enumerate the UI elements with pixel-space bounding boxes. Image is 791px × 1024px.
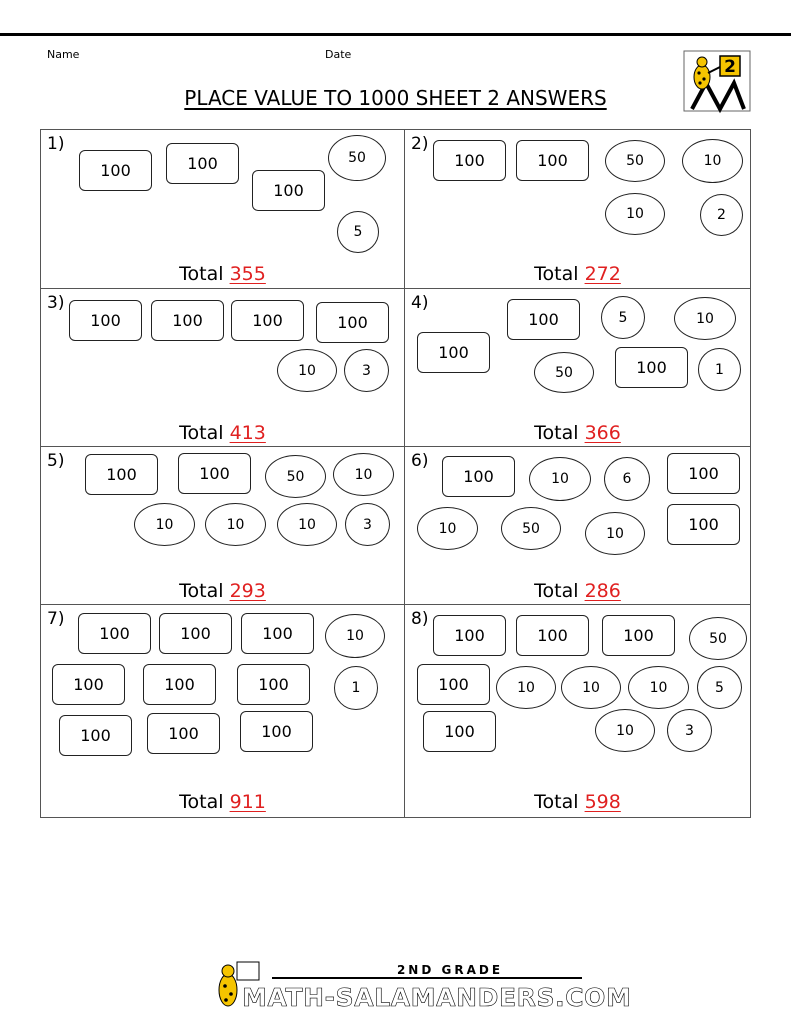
value-coin: 5 bbox=[601, 296, 645, 339]
value-coin: 10 bbox=[682, 139, 743, 183]
value-coin: 10 bbox=[417, 507, 478, 550]
problem-number: 2) bbox=[411, 134, 429, 154]
value-coin: 10 bbox=[561, 666, 621, 709]
hundred-block: 100 bbox=[159, 613, 232, 654]
total-label: Total bbox=[179, 422, 224, 444]
hundred-block: 100 bbox=[166, 143, 239, 184]
hundred-block: 100 bbox=[147, 713, 220, 754]
hundred-block: 100 bbox=[69, 300, 142, 341]
value-coin: 50 bbox=[501, 507, 561, 550]
problem-number: 8) bbox=[411, 609, 429, 629]
hundred-block: 100 bbox=[442, 456, 515, 497]
total-line bbox=[405, 422, 750, 444]
hundred-block: 100 bbox=[667, 504, 740, 545]
hundred-block: 100 bbox=[143, 664, 216, 705]
value-coin: 50 bbox=[605, 140, 665, 182]
problem-cell bbox=[405, 447, 750, 605]
grade-badge: 2 bbox=[724, 57, 736, 77]
problem-cell bbox=[41, 130, 405, 289]
total-line bbox=[41, 791, 404, 813]
problem-cell bbox=[41, 447, 405, 605]
problem-grid bbox=[40, 129, 751, 818]
footer-site-text: MATH-SALAMANDERS.COM bbox=[242, 983, 632, 1012]
problem-cell bbox=[405, 605, 750, 817]
problem-number: 1) bbox=[47, 134, 65, 154]
value-coin: 50 bbox=[689, 617, 747, 660]
total-line bbox=[405, 263, 750, 285]
hundred-block: 100 bbox=[433, 615, 506, 656]
hundred-block: 100 bbox=[433, 140, 506, 181]
hundred-block: 100 bbox=[516, 615, 589, 656]
problem-number: 4) bbox=[411, 293, 429, 313]
total-answer: 272 bbox=[584, 263, 621, 285]
total-line bbox=[41, 580, 404, 602]
total-answer: 598 bbox=[584, 791, 621, 813]
value-coin: 10 bbox=[277, 503, 337, 546]
value-coin: 1 bbox=[698, 348, 741, 391]
value-coin: 6 bbox=[604, 457, 650, 501]
total-line bbox=[41, 263, 404, 285]
date-label: Date bbox=[325, 48, 352, 61]
hundred-block: 100 bbox=[240, 711, 313, 752]
value-coin: 3 bbox=[344, 349, 389, 392]
hundred-block: 100 bbox=[85, 454, 158, 495]
problem-number: 5) bbox=[47, 451, 65, 471]
value-coin: 10 bbox=[605, 193, 665, 235]
total-answer: 413 bbox=[229, 422, 266, 444]
hundred-block: 100 bbox=[417, 664, 490, 705]
value-coin: 10 bbox=[529, 457, 591, 501]
hundred-block: 100 bbox=[516, 140, 589, 181]
value-coin: 1 bbox=[334, 666, 378, 710]
hundred-block: 100 bbox=[417, 332, 490, 373]
hundred-block: 100 bbox=[231, 300, 304, 341]
problem-number: 6) bbox=[411, 451, 429, 471]
total-label: Total bbox=[179, 791, 224, 813]
value-coin: 3 bbox=[345, 503, 390, 546]
total-label: Total bbox=[179, 580, 224, 602]
problem-cell bbox=[41, 289, 405, 447]
value-coin: 50 bbox=[534, 352, 594, 393]
value-coin: 2 bbox=[700, 194, 743, 236]
value-coin: 10 bbox=[134, 503, 195, 546]
value-coin: 10 bbox=[674, 297, 736, 340]
total-line bbox=[405, 791, 750, 813]
value-coin: 10 bbox=[333, 453, 394, 496]
value-coin: 5 bbox=[697, 666, 742, 709]
footer-grade-text: 2ND GRADE bbox=[396, 963, 504, 977]
hundred-block: 100 bbox=[241, 613, 314, 654]
hundred-block: 100 bbox=[423, 711, 496, 752]
total-answer: 286 bbox=[584, 580, 621, 602]
value-coin: 10 bbox=[595, 709, 655, 752]
hundred-block: 100 bbox=[178, 453, 251, 494]
value-coin: 3 bbox=[667, 709, 712, 752]
total-label: Total bbox=[534, 263, 579, 285]
hundred-block: 100 bbox=[667, 453, 740, 494]
problem-cell bbox=[405, 289, 750, 447]
total-line bbox=[405, 580, 750, 602]
total-answer: 355 bbox=[229, 263, 266, 285]
value-coin: 50 bbox=[265, 455, 326, 498]
hundred-block: 100 bbox=[252, 170, 325, 211]
hundred-block: 100 bbox=[151, 300, 224, 341]
hundred-block: 100 bbox=[52, 664, 125, 705]
problem-number: 7) bbox=[47, 609, 65, 629]
header-rule bbox=[0, 33, 791, 36]
total-answer: 366 bbox=[584, 422, 621, 444]
value-coin: 10 bbox=[277, 349, 337, 392]
hundred-block: 100 bbox=[615, 347, 688, 388]
value-coin: 10 bbox=[628, 666, 689, 709]
problem-cell bbox=[405, 130, 750, 289]
total-answer: 293 bbox=[229, 580, 266, 602]
hundred-block: 100 bbox=[78, 613, 151, 654]
value-coin: 5 bbox=[337, 211, 379, 253]
hundred-block: 100 bbox=[316, 302, 389, 343]
value-coin: 10 bbox=[585, 512, 645, 555]
hundred-block: 100 bbox=[237, 664, 310, 705]
total-answer: 911 bbox=[229, 791, 266, 813]
footer-logo bbox=[212, 958, 632, 1012]
value-coin: 10 bbox=[205, 503, 266, 546]
name-label: Name bbox=[47, 48, 80, 61]
value-coin: 50 bbox=[328, 135, 386, 181]
hundred-block: 100 bbox=[59, 715, 132, 756]
total-label: Total bbox=[179, 263, 224, 285]
total-label: Total bbox=[534, 422, 579, 444]
total-line bbox=[41, 422, 404, 444]
total-label: Total bbox=[534, 791, 579, 813]
problem-cell bbox=[41, 605, 405, 817]
hundred-block: 100 bbox=[507, 299, 580, 340]
hundred-block: 100 bbox=[79, 150, 152, 191]
value-coin: 10 bbox=[325, 614, 385, 658]
value-coin: 10 bbox=[496, 666, 556, 709]
problem-number: 3) bbox=[47, 293, 65, 313]
page-title: PLACE VALUE TO 1000 SHEET 2 ANSWERS bbox=[184, 86, 607, 110]
total-label: Total bbox=[534, 580, 579, 602]
hundred-block: 100 bbox=[602, 615, 675, 656]
